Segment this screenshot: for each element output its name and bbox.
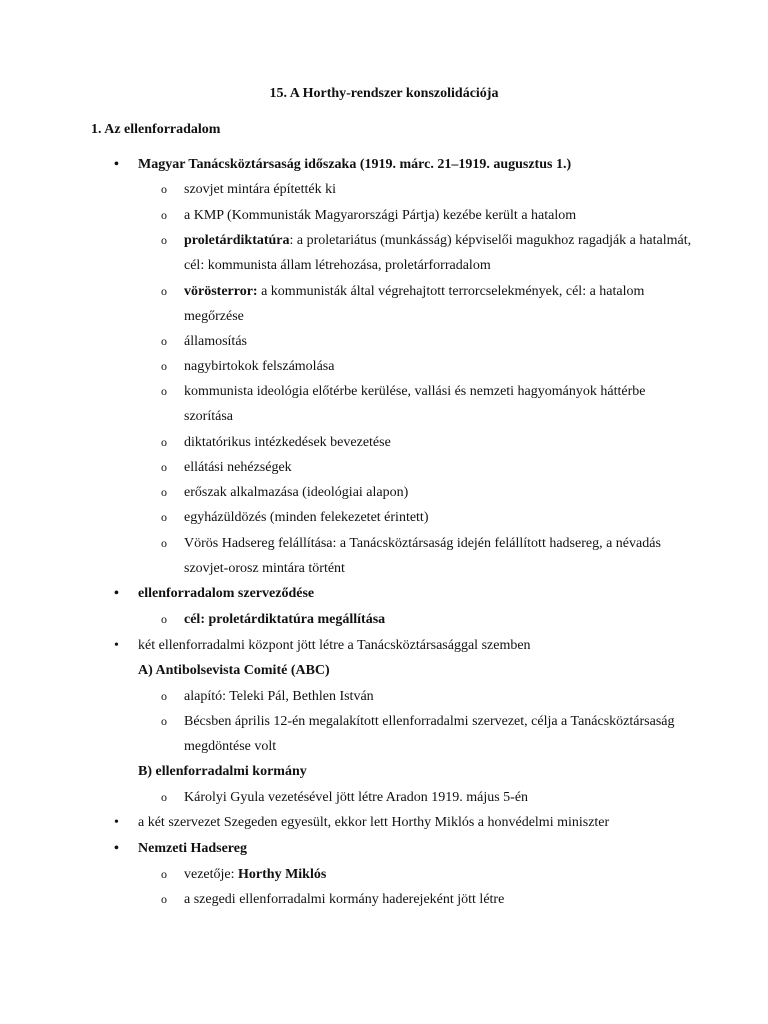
list-item: [114, 152, 572, 177]
sub-list-item-text: kommunista ideológia előtérbe kerülése, vallási és nemzeti hagyományok háttérbe szorítása: [184, 384, 646, 424]
sub-list-item: [161, 887, 694, 912]
sub-bullet-icon: o: [161, 510, 167, 524]
sub-list-item: [161, 607, 694, 632]
list-item: [114, 633, 531, 658]
sub-list-item: [161, 203, 694, 228]
sub-bullet-icon: o: [161, 334, 167, 348]
sub-bullet-icon: o: [161, 892, 167, 906]
term-definition: a kommunisták által végrehajtott terrorcselekmények, cél: a hatalom megőrzése: [184, 284, 645, 324]
sub-list-item-text: szovjet mintára építették ki: [184, 182, 337, 197]
sub-bullet-icon: o: [161, 867, 167, 881]
sub-list-item: [161, 480, 694, 505]
list-item-text: Magyar Tanácsköztársaság időszaka (1919. márc. 21–1919. augusztus 1.): [138, 157, 572, 172]
sub-list-item: [161, 177, 694, 202]
sub-list-item: [161, 430, 694, 455]
section-heading: 1. Az ellenforradalom: [91, 122, 221, 137]
list-item: [114, 836, 247, 861]
sub-bullet-icon: o: [161, 790, 167, 804]
sub-list-item-text: ellátási nehézségek: [184, 460, 292, 475]
sub-bullet-icon: o: [161, 359, 167, 373]
sub-list-item-text: Károlyi Gyula vezetésével jött létre Aradon 1919. május 5-én: [184, 790, 529, 805]
sub-bullet-icon: o: [161, 233, 167, 247]
sub-bullet-icon: o: [161, 689, 167, 703]
sub-bullet-icon: o: [161, 612, 167, 626]
leader-name: Horthy Miklós: [238, 867, 327, 882]
document-title: 15. A Horthy-rendszer konszolidációja: [269, 86, 499, 101]
sub-list-item: [161, 455, 694, 480]
sub-list-item: [161, 709, 694, 759]
sub-bullet-icon: o: [161, 536, 167, 550]
sub-bullet-icon: o: [161, 485, 167, 499]
sub-list-item-text: a KMP (Kommunisták Magyarországi Pártja) kezébe került a hatalom: [184, 208, 577, 223]
bullet-icon: •: [114, 638, 119, 653]
bullet-icon: •: [114, 586, 119, 601]
sub-list-item: [161, 505, 694, 530]
term-definition: : a proletariátus (munkásság) képviselői magukhoz ragadják a hatalmát, cél: kommunista állam létrehozása, proletárforradalom: [184, 233, 692, 273]
sub-list-item-text: egyházüldözés (minden felekezetet érintett): [184, 510, 429, 525]
sub-bullet-icon: o: [161, 208, 167, 222]
sub-list-item: [161, 379, 694, 429]
list-item-text: Nemzeti Hadsereg: [138, 841, 247, 856]
sub-list-item: [161, 684, 694, 709]
sub-list-item: [161, 279, 694, 329]
sub-bullet-icon: o: [161, 284, 167, 298]
sub-list-item-text: erőszak alkalmazása (ideológiai alapon): [184, 485, 409, 500]
sub-list-item-text: nagybirtokok felszámolása: [184, 359, 335, 374]
term-bold: vörösterror:: [184, 284, 258, 299]
list-item: [114, 581, 315, 606]
sub-bullet-icon: o: [161, 384, 167, 398]
subheading-b: B) ellenforradalmi kormány: [138, 764, 307, 779]
sub-list-item: [161, 862, 694, 887]
label-text: vezetője:: [184, 867, 239, 882]
list-item: [114, 810, 610, 835]
sub-list-item-text: Bécsben április 12-én megalakított ellenforradalmi szervezet, célja a Tanácsköztársaság megdöntése volt: [184, 714, 675, 754]
sub-list-item-text: diktatórikus intézkedések bevezetése: [184, 435, 391, 450]
bullet-icon: •: [114, 815, 119, 830]
sub-bullet-icon: o: [161, 460, 167, 474]
sub-list-item-text: cél: proletárdiktatúra megállítása: [184, 612, 386, 627]
term-bold: proletárdiktatúra: [184, 233, 290, 248]
subheading-a: A) Antibolsevista Comité (ABC): [138, 663, 330, 678]
sub-list-item-text: Vörös Hadsereg felállítása: a Tanácsköztársaság idején felállított hadsereg, a névadás szovjet-orosz mintára történt: [184, 536, 661, 576]
sub-list-item-text: a szegedi ellenforradalmi kormány haderejeként jött létre: [184, 892, 505, 907]
sub-list-item: [161, 329, 694, 354]
sub-list-item: [161, 354, 694, 379]
list-item-text: a két szervezet Szegeden egyesült, ekkor lett Horthy Miklós a honvédelmi miniszter: [138, 815, 610, 830]
sub-bullet-icon: o: [161, 182, 167, 196]
list-item-text: ellenforradalom szerveződése: [138, 586, 315, 601]
sub-bullet-icon: o: [161, 435, 167, 449]
bullet-icon: •: [114, 157, 119, 172]
sub-list-item-text: alapító: Teleki Pál, Bethlen István: [184, 689, 374, 704]
list-item-text: két ellenforradalmi központ jött létre a Tanácsköztársasággal szemben: [138, 638, 531, 653]
sub-list-item: [161, 531, 694, 581]
sub-bullet-icon: o: [161, 714, 167, 728]
sub-list-item: [161, 785, 694, 810]
sub-list-item: [161, 228, 694, 278]
sub-list-item-text: államosítás: [184, 334, 247, 349]
bullet-icon: •: [114, 841, 119, 856]
